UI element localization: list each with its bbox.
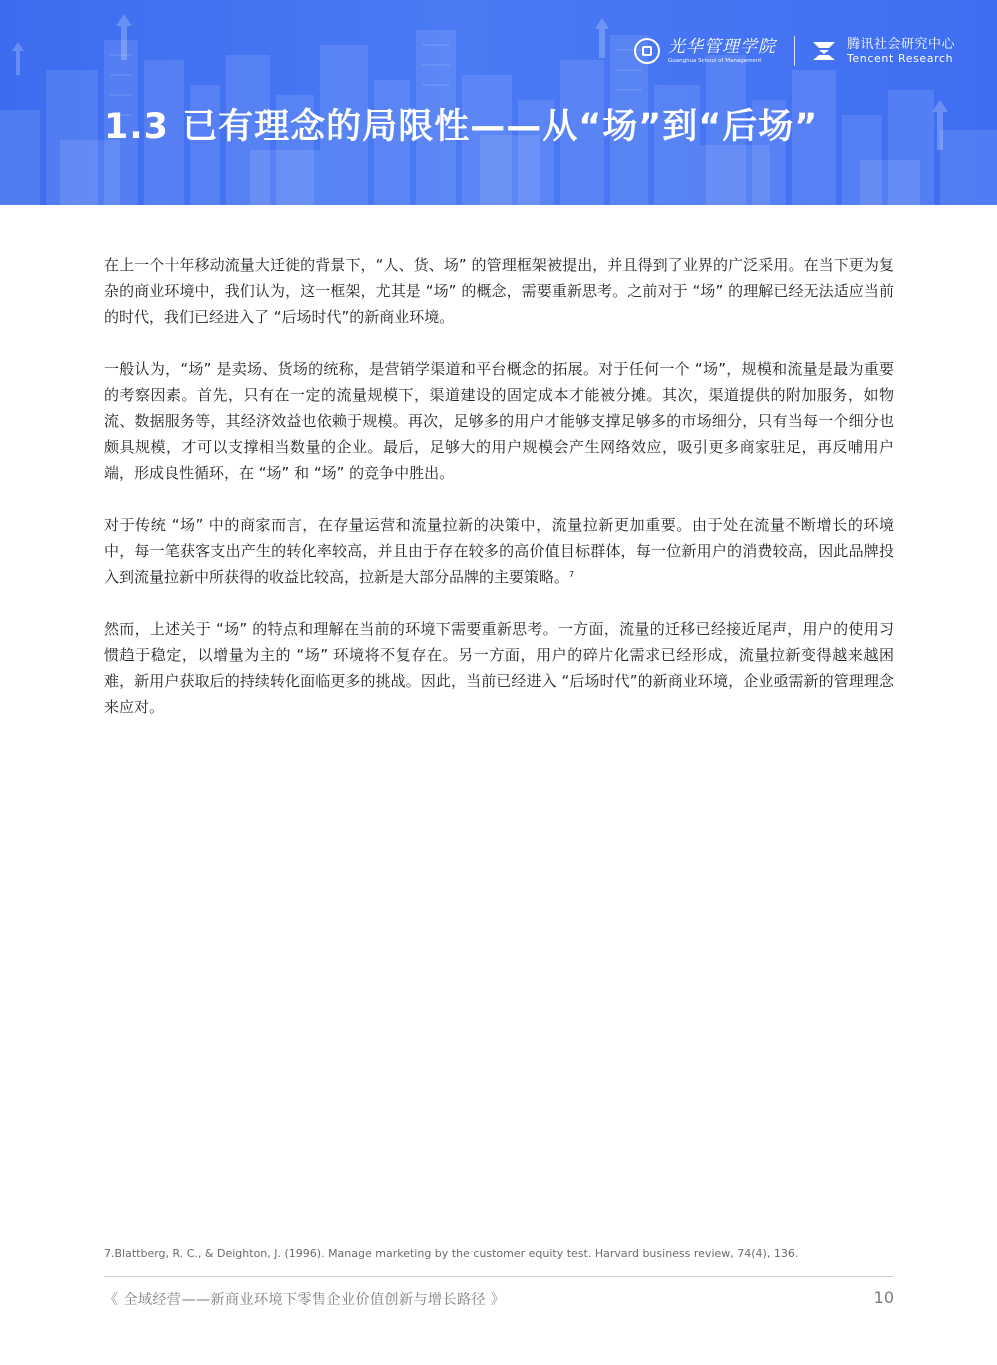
guanghua-logo <box>668 38 776 65</box>
tencent-logo <box>847 37 955 65</box>
logo-divider <box>794 36 795 66</box>
paragraph-2: 一般认为，“场” 是卖场、货场的统称，是营销学渠道和平台概念的拓展。对于任何一个 “场”，规模和流量是最为重要的考察因素。首先，只有在一定的流量规模下，渠道建设的固定成本才能被分摊。其次，渠道提供的附加服务，如物流、数据服务等，其经济效益也依赖于规模。再次，足够多的用户才能够支撑足够多的市场细分，只有当每一个细分也颇具规模，才可以支撑相当数量的企业。最后，足够大的用户规模会产生网络效应，吸引更多商家驻足，再反哺用户端，形成良性循环，在 “场” 和 “场” 的竞争中胜出。 <box>104 360 894 482</box>
guanghua-logo-en: Guanghua School of Management <box>667 57 762 64</box>
footer-book-title: 《 全域经营——新商业环境下零售企业价值创新与增长路径 》 <box>104 1292 506 1308</box>
tencent-research-icon <box>811 39 837 63</box>
footer-divider <box>104 1276 894 1277</box>
tencent-logo-en: Tencent Research <box>846 52 954 65</box>
section-title: 1.3 已有理念的局限性——从“场”到“后场” <box>104 107 819 147</box>
paragraph-3 <box>104 512 894 590</box>
tencent-logo-cn: 腾讯社会研究中心 <box>846 37 955 52</box>
footnote-reference[interactable]: 7 <box>569 570 575 579</box>
header-logos <box>634 34 955 68</box>
footnote: 7.Blattberg, R. C., & Deighton, J. (1996). Manage marketing by the customer equity test. Harvard business review, 74(4), 136. <box>104 1247 799 1260</box>
paragraph-1: 在上一个十年移动流量大迁徙的背景下，“人、货、场” 的管理框架被提出，并且得到了业界的广泛采用。在当下更为复杂的商业环境中，我们认为，这一框架，尤其是 “场” 的概念，需要重新思考。之前对于 “场” 的理解已经无法适应当前的时代，我们已经进入了 “后场时代”的新商业环境。 <box>104 256 894 326</box>
paragraph-3-text: 对于传统 “场” 中的商家而言，在存量运营和流量拉新的决策中，流量拉新更加重要。由于处在流量不断增长的环境中，每一笔获客支出产生的转化率较高，并且由于存在较多的高价值目标群体，每一位新用户的消费较高，因此品牌投入到流量拉新中所获得的收益比较高，拉新是大部分品牌的主要策略。 <box>104 516 894 586</box>
page-number: 10 <box>873 1288 894 1307</box>
body-content <box>104 252 894 746</box>
header-banner <box>0 0 997 205</box>
paragraph-4: 然而，上述关于 “场” 的特点和理解在当前的环境下需要重新思考。一方面，流量的迁移已经接近尾声，用户的使用习惯趋于稳定，以增量为主的 “场” 环境将不复存在。另一方面，用户的碎片化需求已经形成，流量拉新变得越来越困难，新用户获取后的持续转化面临更多的挑战。因此，当前已经进入 “后场时代”的新商业环境，企业亟需新的管理理念来应对。 <box>104 620 894 716</box>
guanghua-logo-cn: 光华管理学院 <box>667 36 776 57</box>
guanghua-seal-icon <box>634 38 660 64</box>
